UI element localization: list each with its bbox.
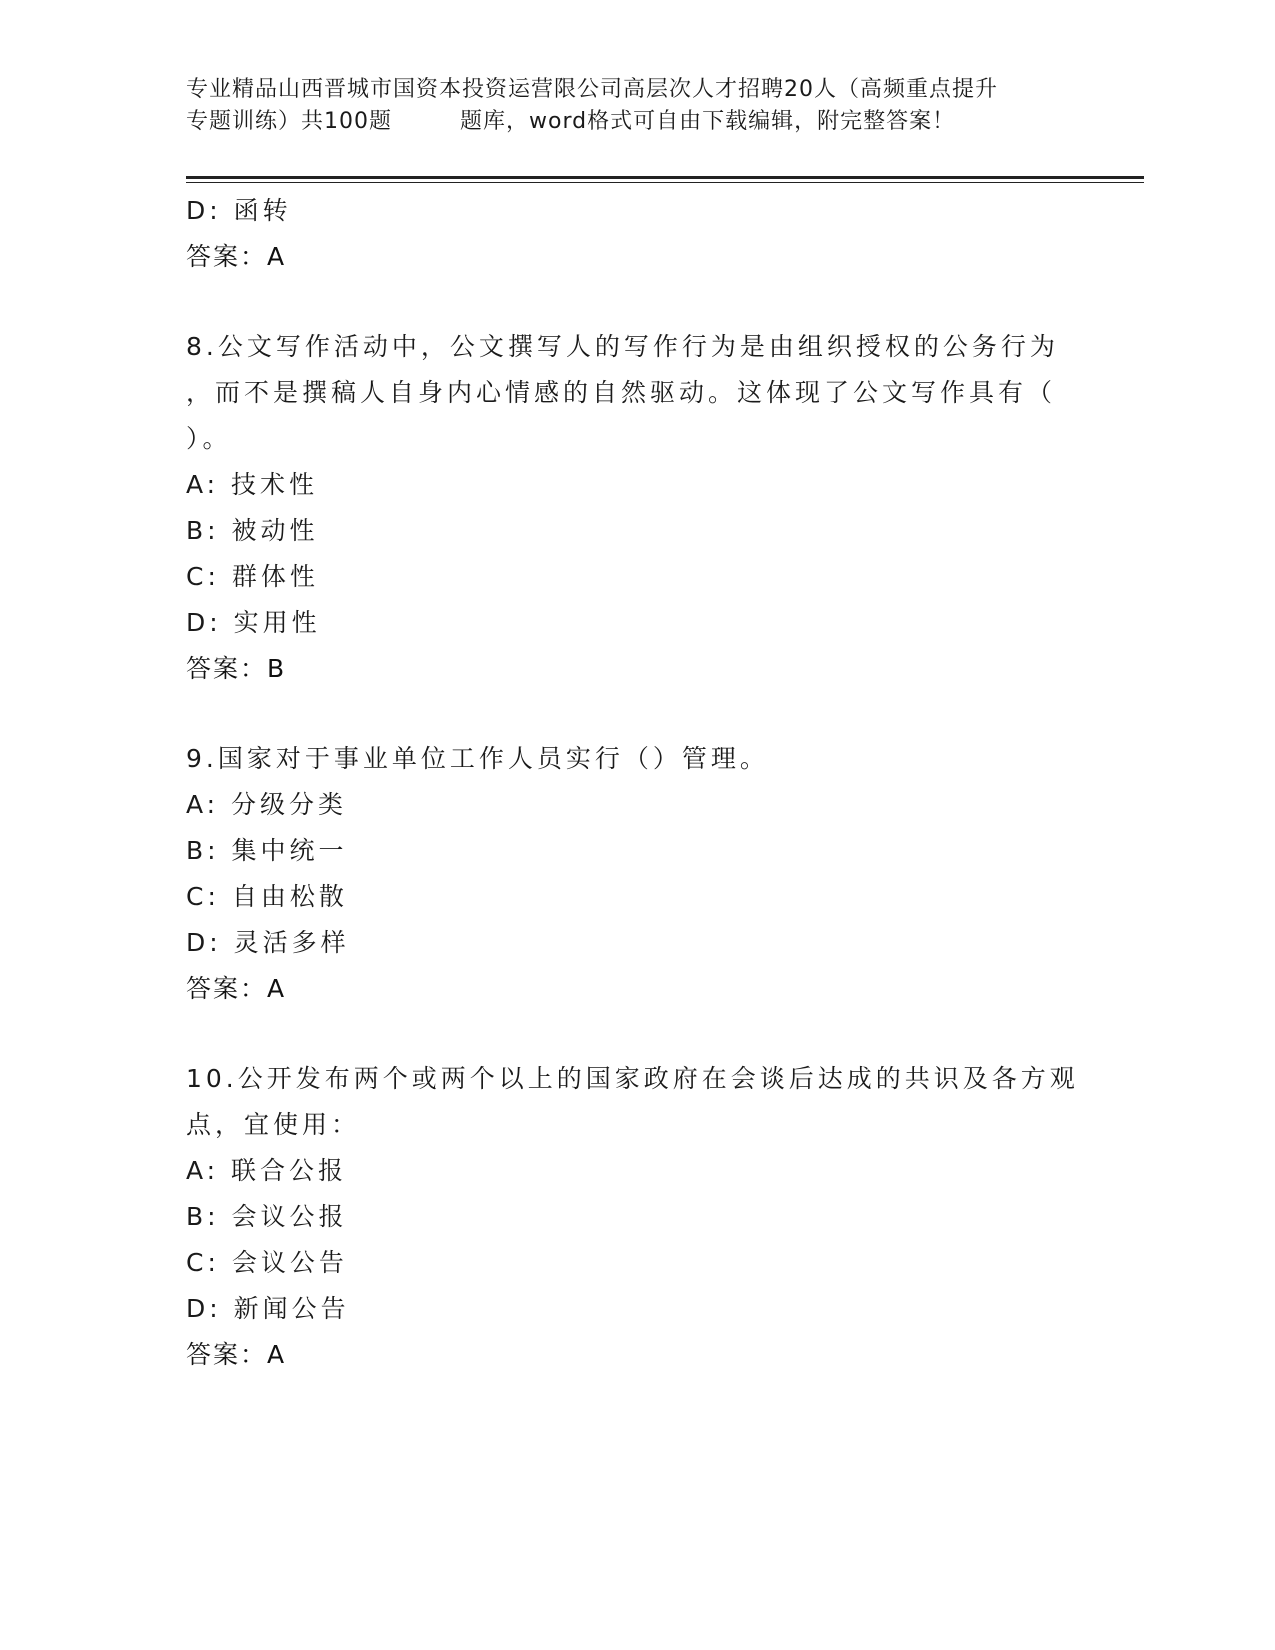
answer-line: 答案：B	[186, 654, 287, 683]
option-b: B: 会议公报	[186, 1202, 348, 1231]
header-line-2-right: 题库，word格式可自由下载编辑，附完整答案！	[460, 109, 956, 134]
option-d: D: 新闻公告	[186, 1294, 350, 1323]
question-text-line: 8.公文写作活动中，公文撰写人的写作行为是由组织授权的公务行为	[186, 332, 1059, 361]
option-d: D: 实用性	[186, 608, 321, 637]
question-text-line: ，而不是撰稿人自身内心情感的自然驱动。这体现了公文写作具有（	[186, 378, 1057, 407]
option-b: B: 被动性	[186, 516, 319, 545]
previous-question-tail	[186, 188, 1086, 280]
answer-line: 答案：A	[186, 1340, 287, 1369]
option-c: C: 会议公告	[186, 1248, 348, 1277]
option-a: A: 分级分类	[186, 790, 348, 819]
header-divider-thin	[186, 182, 1144, 183]
header-line-2	[186, 106, 1086, 138]
header-divider-thick	[186, 176, 1144, 179]
option-c: C: 自由松散	[186, 882, 348, 911]
question-text-line: 9.国家对于事业单位工作人员实行（）管理。	[186, 744, 769, 773]
option-d: D: 函转	[186, 196, 292, 225]
option-a: A: 技术性	[186, 470, 319, 499]
option-c: C: 群体性	[186, 562, 319, 591]
question-text-line: ）。	[186, 424, 232, 453]
answer-line: 答案：A	[186, 242, 287, 271]
document-header	[186, 74, 1086, 138]
question-10	[186, 1056, 1086, 1378]
question-9	[186, 736, 1086, 1012]
question-text-line: 10.公开发布两个或两个以上的国家政府在会谈后达成的共识及各方观	[186, 1064, 1079, 1093]
answer-line: 答案：A	[186, 974, 287, 1003]
option-d: D: 灵活多样	[186, 928, 350, 957]
question-8	[186, 324, 1086, 692]
document-body	[186, 188, 1086, 1378]
option-a: A: 联合公报	[186, 1156, 348, 1185]
header-line-1: 专业精品山西晋城市国资本投资运营限公司高层次人才招聘20人（高频重点提升	[186, 77, 998, 102]
option-b: B: 集中统一	[186, 836, 348, 865]
header-line-2-left: 专题训练）共100题	[186, 109, 392, 134]
question-text-line: 点，宜使用：	[186, 1110, 361, 1139]
